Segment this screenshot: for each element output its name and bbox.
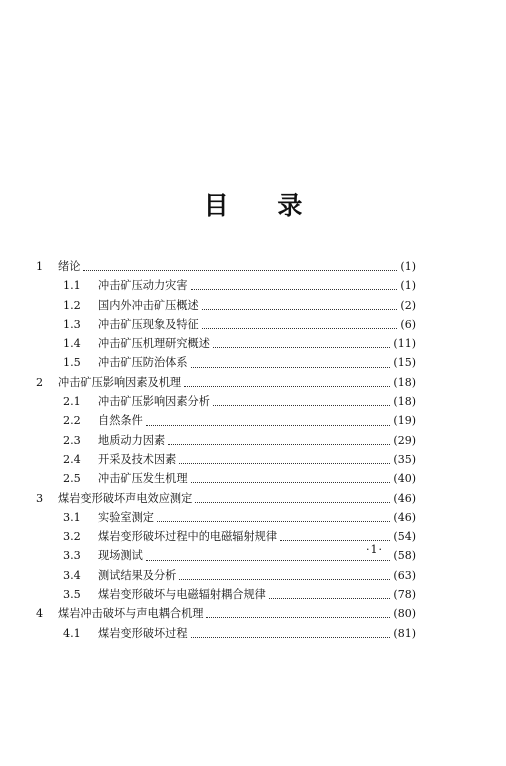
toc-entry-page: (11) — [393, 337, 416, 351]
toc-entry-number: 3.2 — [63, 530, 81, 544]
toc-entry-page: (46) — [393, 510, 416, 524]
toc-chapter-entry — [36, 374, 416, 393]
toc-entry-page: (80) — [393, 607, 416, 621]
toc-entry-page: (63) — [393, 568, 416, 582]
page-number: ·1· — [366, 543, 383, 556]
toc-entry-page: (15) — [393, 356, 416, 370]
toc-entry-number: 1.4 — [63, 337, 81, 351]
toc-section-entry — [36, 567, 416, 586]
dot-leader — [191, 289, 398, 290]
dot-leader — [184, 386, 390, 387]
toc-section-entry — [36, 412, 416, 431]
toc-entry-title: 冲击矿压动力灾害 — [98, 279, 188, 293]
toc-section-entry — [36, 277, 416, 296]
toc-entry-number: 3.4 — [63, 568, 81, 582]
toc-section-entry — [36, 528, 416, 547]
dot-leader — [146, 425, 391, 426]
toc-entry-title: 自然条件 — [98, 414, 143, 428]
dot-leader — [280, 540, 390, 541]
dot-leader — [179, 463, 390, 464]
toc-entry-title: 冲击矿压影响因素及机理 — [58, 375, 182, 389]
toc-entry-title: 开采及技术因素 — [98, 452, 177, 466]
toc-section-entry — [36, 432, 416, 451]
toc-section-entry — [36, 297, 416, 316]
dot-leader — [191, 482, 391, 483]
toc-entry-title: 国内外冲击矿压概述 — [98, 298, 199, 312]
toc-entry-number: 1.2 — [63, 298, 81, 312]
dot-leader — [168, 444, 390, 445]
toc-entry-number: 4.1 — [63, 626, 81, 640]
toc-entry-title: 测试结果及分析 — [98, 568, 177, 582]
page-title: 目 录 — [203, 191, 323, 220]
toc-entry-page: (78) — [393, 588, 416, 602]
toc-entry-page: (18) — [393, 395, 416, 409]
toc-entry-title: 煤岩变形破坏过程 — [98, 626, 188, 640]
toc-entry-number: 1 — [36, 260, 44, 273]
dot-leader — [191, 637, 391, 638]
toc-entry-number: 3.1 — [63, 510, 81, 524]
dot-leader — [206, 617, 390, 618]
toc-entry-title: 实验室测定 — [98, 510, 154, 524]
toc-section-entry — [36, 393, 416, 412]
toc-section-entry — [36, 335, 416, 354]
dot-leader — [83, 270, 397, 271]
dot-leader — [157, 521, 390, 522]
toc-entry-number: 2.1 — [63, 395, 81, 409]
dot-leader — [146, 560, 391, 561]
toc-entry-number: 2.4 — [63, 452, 81, 466]
dot-leader — [202, 309, 398, 310]
dot-leader — [191, 367, 391, 368]
toc-entry-title: 绪论 — [58, 260, 81, 273]
toc-entry-title: 现场测试 — [98, 549, 143, 563]
toc-entry-title: 冲击矿压防治体系 — [98, 356, 188, 370]
toc-section-entry — [36, 586, 416, 605]
toc-entry-title: 煤岩变形破坏声电效应测定 — [58, 491, 193, 505]
toc-entry-title: 冲击矿压发生机理 — [98, 472, 188, 486]
toc-entry-title: 地质动力因素 — [98, 433, 166, 447]
toc-entry-page: (54) — [393, 530, 416, 544]
dot-leader — [213, 347, 391, 348]
dot-leader — [269, 598, 391, 599]
toc-entry-title: 煤岩变形破坏与电磁辐射耦合规律 — [98, 588, 266, 602]
toc-entry-title: 冲击矿压影响因素分析 — [98, 395, 210, 409]
toc-entry-page: (81) — [393, 626, 416, 640]
toc-entry-number: 2.3 — [63, 433, 81, 447]
toc-entry-number: 3.5 — [63, 588, 81, 602]
toc-section-entry — [36, 451, 416, 470]
toc-entry-page: (2) — [400, 298, 416, 312]
toc-entry-page: (58) — [393, 549, 416, 563]
toc-entry-title: 冲击矿压机理研究概述 — [98, 337, 210, 351]
table-of-contents — [36, 258, 416, 644]
toc-section-entry — [36, 316, 416, 335]
toc-chapter-entry — [36, 605, 416, 624]
dot-leader — [195, 502, 390, 503]
toc-entry-page: (46) — [393, 491, 416, 505]
toc-section-entry — [36, 625, 416, 644]
toc-section-entry — [36, 354, 416, 373]
toc-chapter-entry — [36, 258, 416, 277]
toc-entry-page: (1) — [400, 260, 416, 273]
toc-section-entry — [36, 547, 416, 566]
toc-entry-page: (18) — [393, 375, 416, 389]
toc-entry-title: 煤岩变形破坏过程中的电磁辐射规律 — [98, 530, 278, 544]
toc-entry-page: (40) — [393, 472, 416, 486]
toc-section-entry — [36, 509, 416, 528]
toc-entry-number: 1.5 — [63, 356, 81, 370]
toc-entry-page: (6) — [400, 317, 416, 331]
dot-leader — [202, 328, 398, 329]
toc-entry-page: (35) — [393, 452, 416, 466]
toc-section-entry — [36, 470, 416, 489]
toc-entry-number: 3.3 — [63, 549, 81, 563]
dot-leader — [179, 579, 390, 580]
toc-entry-title: 煤岩冲击破坏与声电耦合机理 — [58, 607, 204, 621]
toc-entry-number: 2 — [36, 375, 44, 389]
toc-entry-number: 3 — [36, 491, 44, 505]
toc-entry-number: 1.1 — [63, 279, 81, 293]
toc-entry-title: 冲击矿压现象及特征 — [98, 317, 199, 331]
toc-entry-page: (29) — [393, 433, 416, 447]
toc-entry-page: (1) — [400, 279, 416, 293]
toc-entry-page: (19) — [393, 414, 416, 428]
toc-entry-number: 2.5 — [63, 472, 81, 486]
toc-chapter-entry — [36, 490, 416, 509]
toc-entry-number: 2.2 — [63, 414, 81, 428]
toc-entry-number: 4 — [36, 607, 44, 621]
toc-entry-number: 1.3 — [63, 317, 81, 331]
dot-leader — [213, 405, 391, 406]
